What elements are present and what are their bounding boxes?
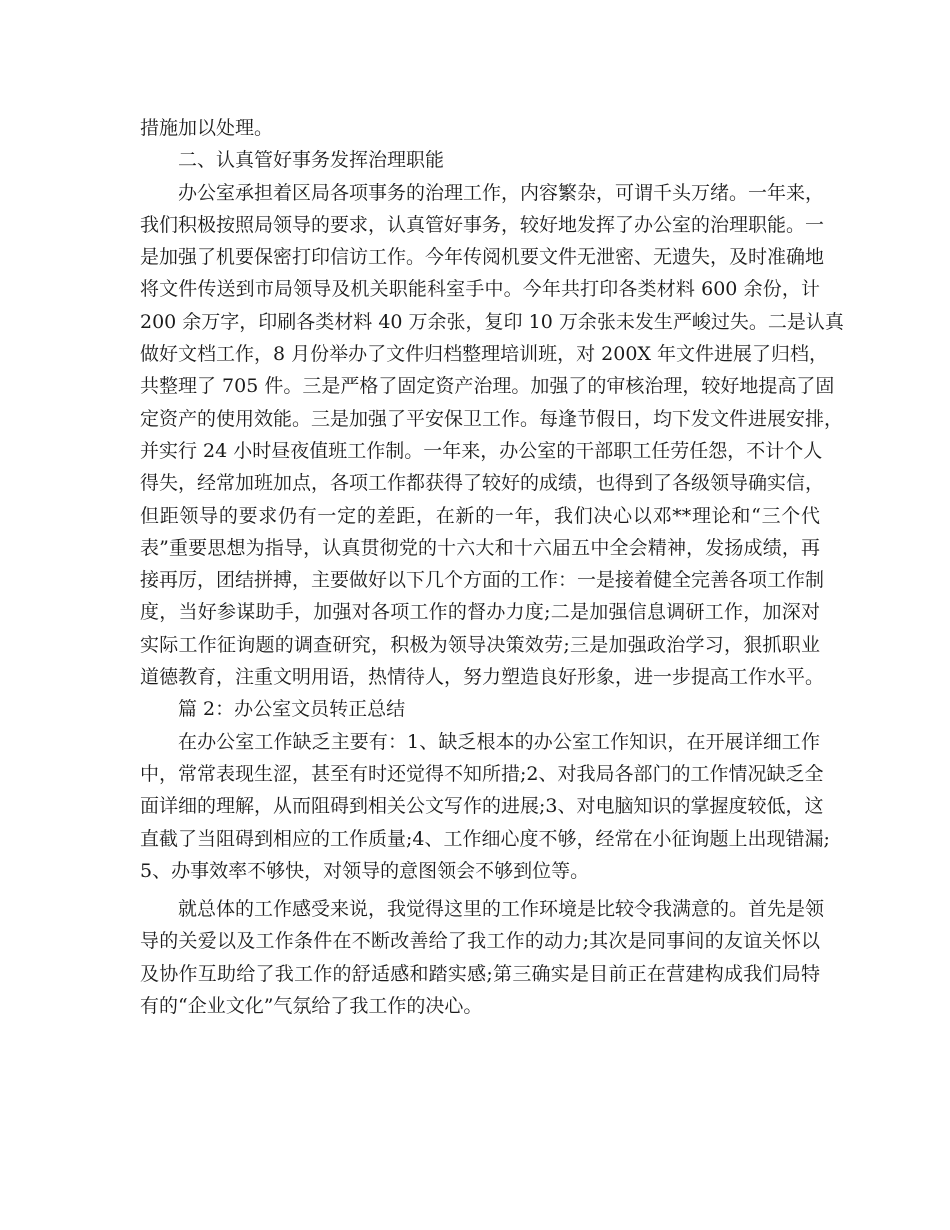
text-line: 是加强了机要保密打印信访工作。今年传阅机要文件无泄密、无遗失，及时准确地 [140, 246, 825, 269]
paragraph [140, 726, 830, 887]
text-line: 但距领导的要求仍有一定的差距，在新的一年，我们决心以邓**理论和“三个代 [140, 504, 820, 527]
text-line: 表”重要思想为指导，认真贯彻党的十六大和十六届五中全会精神，发扬成绩，再 [140, 536, 820, 559]
text-line: 200 余万字，印刷各类材料 40 万余张，复印 10 万余张未发生严峻过失。二是认真 [140, 310, 844, 333]
text-line: 接再厉，团结拼搏，主要做好以下几个方面的工作：一是接着健全完善各项工作制 [140, 569, 825, 592]
text-line: 面详细的理解，从而阻碍到相关公文写作的进展;3、对电脑知识的掌握度较低，这 [140, 795, 824, 818]
text-line: 直截了当阻碍到相应的工作质量;4、工作细心度不够，经常在小征询题上出现错漏; [140, 827, 830, 850]
text-line: 道德教育，注重文明用语，热情待人，努力塑造良好形象，进一步提高工作水平。 [140, 666, 825, 689]
paragraph [140, 177, 844, 694]
paragraph [140, 693, 820, 725]
text-line: 导的关爱以及工作条件在不断改善给了我工作的动力;其次是同事间的友谊关怀以 [140, 930, 820, 953]
paragraph [140, 893, 825, 1022]
text-line: 中，常常表现生涩，甚至有时还觉得不知所措;2、对我局各部门的工作情况缺乏全 [140, 762, 824, 785]
text-line: 度，当好参谋助手，加强对各项工作的督办力度;二是加强信息调研工作，加深对 [140, 601, 820, 624]
text-line: 做好文档工作，8 月份举办了文件归档整理培训班，对 200X 年文件进展了归档， [140, 343, 829, 366]
text-line: 二、认真管好事务发挥治理职能 [178, 149, 445, 172]
document-page [140, 112, 844, 1022]
text-line: 得失，经常加班加点，各项工作都获得了较好的成绩，也得到了各级领导确实信， [140, 472, 825, 495]
paragraph [140, 112, 820, 144]
text-line: 并实行 24 小时昼夜值班工作制。一年来，办公室的干部职工任劳任怨，不计个人 [140, 439, 823, 462]
text-line: 共整理了 705 件。三是严格了固定资产治理。加强了的审核治理，较好地提高了固 [140, 375, 835, 398]
text-line: 办公室承担着区局各项事务的治理工作，内容繁杂，可谓千头万绪。一年来， [178, 181, 825, 204]
text-line: 就总体的工作感受来说，我觉得这里的工作环境是比较令我满意的。首先是领 [178, 898, 825, 921]
text-line: 在办公室工作缺乏主要有：1、缺乏根本的办公室工作知识，在开展详细工作 [178, 730, 820, 753]
text-line: 措施加以处理。 [140, 117, 274, 139]
paragraph [140, 144, 820, 176]
text-line: 5、办事效率不够快，对领导的意图领会不够到位等。 [140, 859, 590, 882]
text-line: 将文件传送到市局领导及机关职能科室手中。今年共打印各类材料 600 余份，计 [140, 278, 820, 301]
text-line: 实际工作征询题的调查研究，积极为领导决策效劳;三是加强政治学习，狠抓职业 [140, 633, 820, 656]
text-line: 篇 2：办公室文员转正总结 [178, 698, 406, 721]
text-line: 定资产的使用效能。三是加强了平安保卫工作。每逢节假日，均下发文件进展安排， [140, 407, 844, 430]
text-line: 我们积极按照局领导的要求，认真管好事务，较好地发挥了办公室的治理职能。一 [140, 213, 825, 236]
text-line: 有的“企业文化”气氛给了我工作的决心。 [140, 995, 483, 1018]
text-line: 及协作互助给了我工作的舒适感和踏实感;第三确实是目前正在营建构成我们局特 [140, 962, 820, 985]
